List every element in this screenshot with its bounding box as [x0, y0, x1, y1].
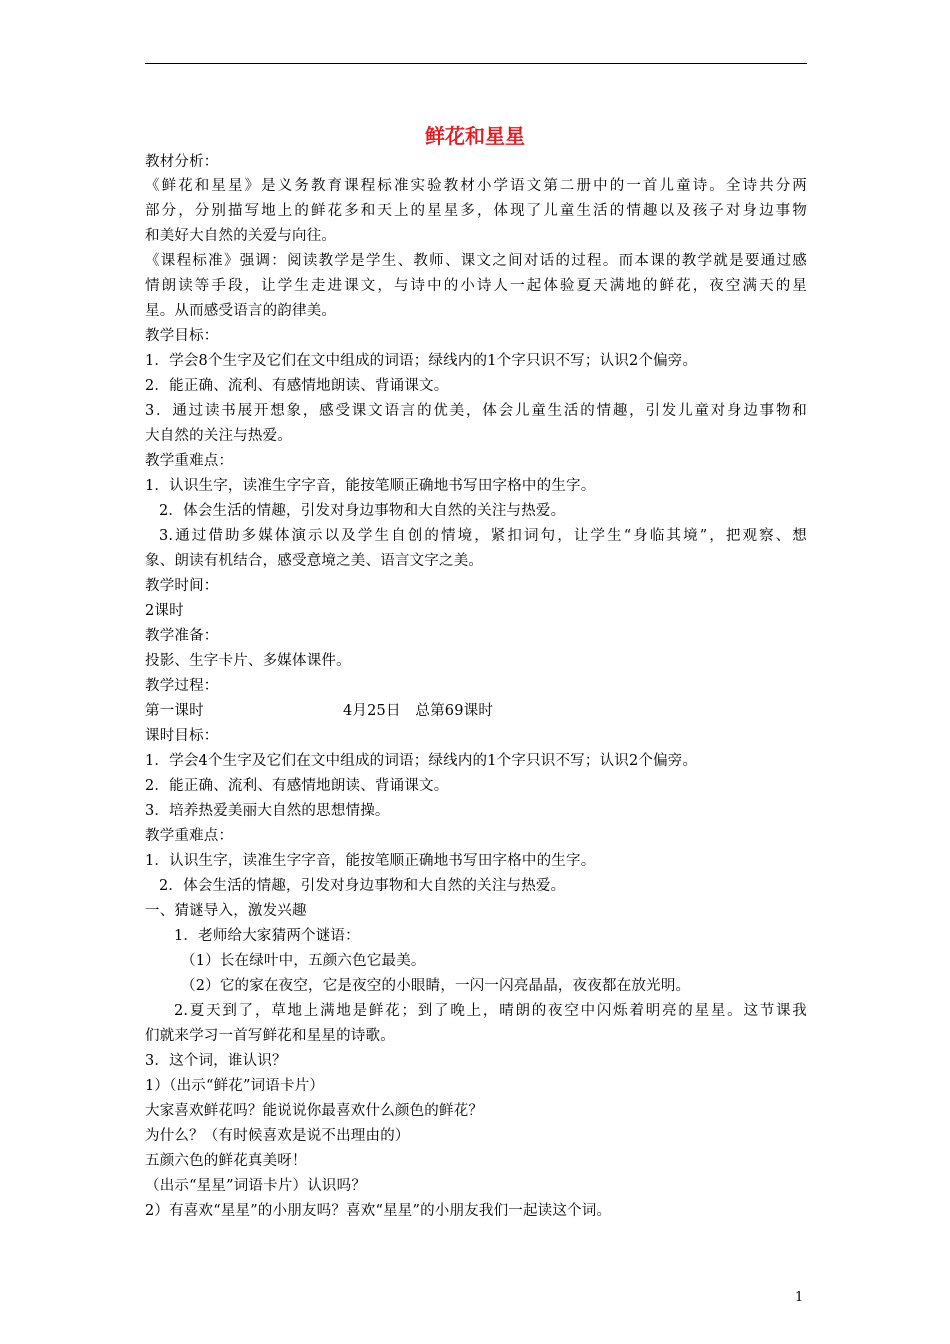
section-heading: 一、猜谜导入，激发兴趣 — [145, 903, 307, 919]
section-heading: 教学时间： — [145, 578, 219, 594]
section-heading: 教学重难点： — [145, 453, 234, 469]
text-line: 1．学会4个生字及它们在文中组成的词语；绿线内的1个字只识不写；认识2个偏旁。 — [145, 753, 698, 769]
text-line: 1．认识生字，读准生字字音，能按笔顺正确地书写田字格中的生字。 — [145, 853, 596, 869]
text-line: 情朗读等手段，让学生走进课文，与诗中的小诗人一起体验夏天满地的鲜花，夜空满天的星 — [145, 278, 807, 294]
text-line: 1．老师给大家猜两个谜语： — [174, 928, 360, 944]
text-line: （出示“星星”词语卡片）认识吗？ — [145, 1178, 367, 1194]
text-line: 3．这个词，谁认识？ — [145, 1053, 287, 1069]
text-line: 们就来学习一首写鲜花和星星的诗歌。 — [145, 1028, 395, 1044]
text-line: （1）长在绿叶中，五颜六色它最美。 — [181, 953, 426, 969]
page-number: 1 — [795, 1290, 804, 1305]
section-heading: 教学过程： — [145, 678, 219, 694]
text-line: 大家喜欢鲜花吗？能说说你最喜欢什么颜色的鲜花？ — [145, 1103, 484, 1119]
text-line: 星。从而感受语言的韵律美。 — [145, 303, 337, 319]
text-line: 《鲜花和星星》是义务教育课程标准实验教材小学语文第二册中的一首儿童诗。全诗共分两 — [145, 178, 807, 194]
text-line: 2.夏天到了，草地上满地是鲜花；到了晚上，晴朗的夜空中闪烁着明亮的星星。这节课我 — [174, 1003, 807, 1019]
text-line: 1．认识生字，读准生字字音，能按笔顺正确地书写田字格中的生字。 — [145, 478, 596, 494]
text-line: 为什么？（有时候喜欢是说不出理由的） — [145, 1128, 410, 1144]
text-line: 象、朗读有机结合，感受意境之美、语言文字之美。 — [145, 553, 484, 569]
text-line: 3．培养热爱美丽大自然的思想情操。 — [145, 803, 390, 819]
section-heading: 教学重难点： — [145, 828, 234, 844]
text-line: 教材分析： — [145, 154, 219, 170]
header-rule — [145, 63, 807, 64]
lesson-date: 4月25日 总第69课时 — [343, 703, 494, 719]
section-heading: 教学准备： — [145, 628, 219, 644]
text-line: 1．学会8个生字及它们在文中组成的词语；绿线内的1个字只识不写；认识2个偏旁。 — [145, 353, 698, 369]
text-line: 2）有喜欢“星星”的小朋友吗？喜欢“星星”的小朋友我们一起读这个词。 — [145, 1203, 612, 1219]
text-line: 3．通过读书展开想象，感受课文语言的优美，体会儿童生活的情趣，引发儿童对身边事物和 — [145, 403, 807, 419]
text-line: 2．体会生活的情趣，引发对身边事物和大自然的关注与热爱。 — [159, 503, 566, 519]
text-line: 投影、生字卡片、多媒体课件。 — [145, 653, 351, 669]
section-heading: 课时目标： — [145, 728, 219, 744]
text-line: 《课程标准》强调：阅读教学是学生、教师、课文之间对话的过程。而本课的教学就是要通过感 — [145, 253, 807, 269]
text-line: 和美好大自然的关爱与向往。 — [145, 228, 337, 244]
text-line: 部分，分别描写地上的鲜花多和天上的星星多，体现了儿童生活的情趣以及孩子对身边事物 — [145, 203, 807, 219]
document-title: 鲜花和星星 — [425, 124, 525, 148]
text-line: （2）它的家在夜空，它是夜空的小眼睛，一闪一闪亮晶晶，夜夜都在放光明。 — [181, 978, 691, 994]
section-heading: 教学目标： — [145, 328, 219, 344]
text-line: 2．能正确、流利、有感情地朗读、背诵课文。 — [145, 378, 449, 394]
text-line: 1）（出示“鲜花”词语卡片） — [145, 1078, 325, 1094]
text-line: 2．体会生活的情趣，引发对身边事物和大自然的关注与热爱。 — [159, 878, 566, 894]
text-line: 2课时 — [145, 603, 184, 619]
text-line: 五颜六色的鲜花真美呀！ — [145, 1153, 307, 1169]
text-line: 2．能正确、流利、有感情地朗读、背诵课文。 — [145, 778, 449, 794]
lesson-label: 第一课时 — [145, 703, 204, 719]
text-line: 3.通过借助多媒体演示以及学生自创的情境，紧扣词句，让学生“身临其境”，把观察、想 — [159, 528, 807, 544]
text-line: 大自然的关注与热爱。 — [145, 428, 292, 444]
